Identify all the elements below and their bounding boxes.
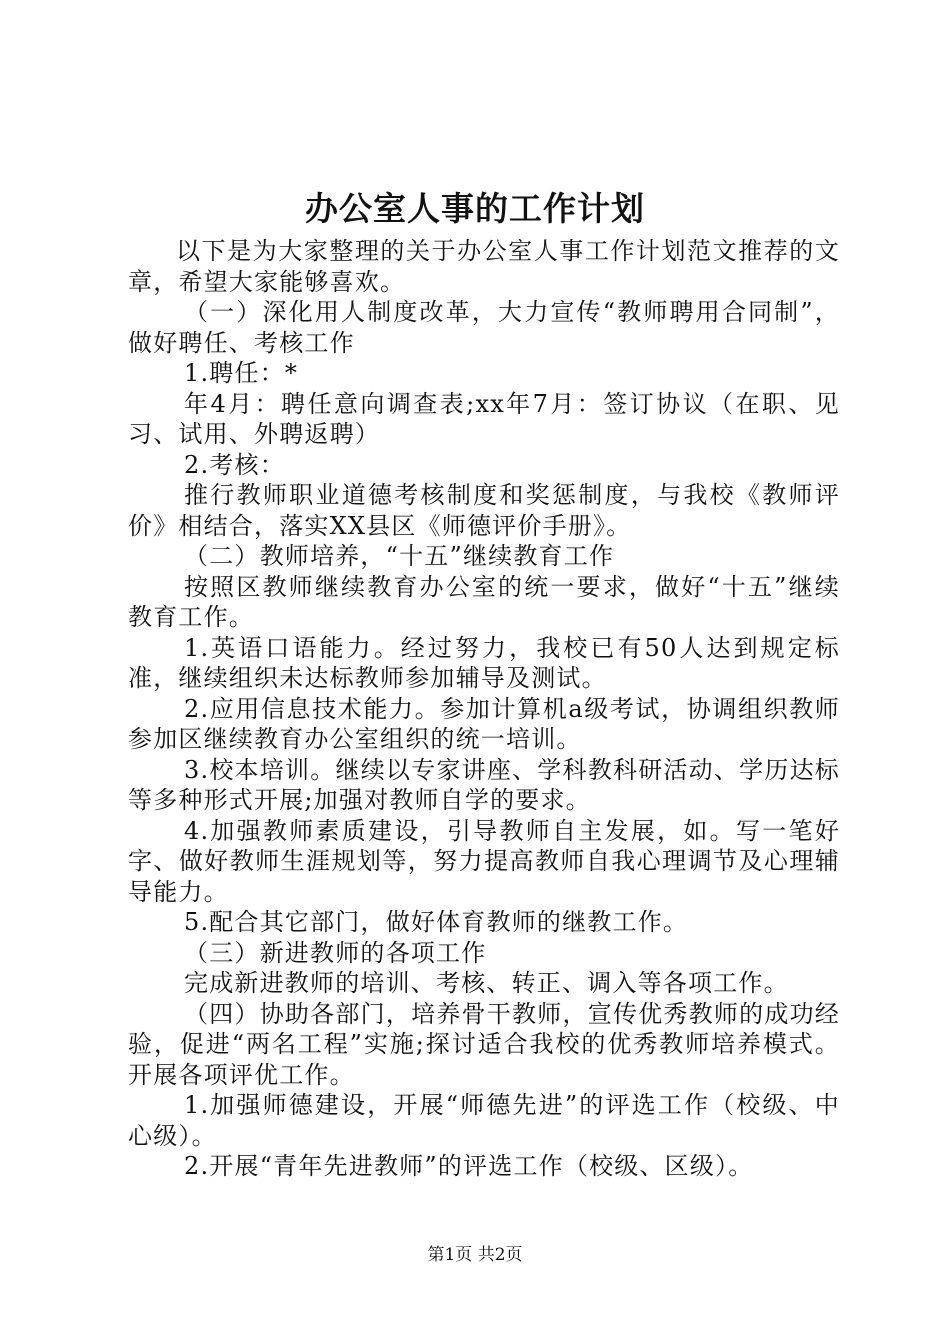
list-item: 2.开展“青年先进教师”的评选工作（校级、区级）。 [184,1152,754,1180]
section-heading-3: （三）新进教师的各项工作 [184,938,487,967]
paragraph: 推行教师职业道德考核制度和奖惩制度，与我校《教师评价》相结合，落实XX县区《师德评价手册》。 [128,481,840,540]
list-item: 1.聘任：* [184,359,299,387]
section-heading-2: （二）教师培养，“十五”继续教育工作 [184,542,615,570]
list-item: 4.加强教师素质建设，引导教师自主发展，如。写一笔好字、做好教师生涯规划等，努力提高教师自我心理调节及心理辅导能力。 [128,816,840,906]
document-title: 办公室人事的工作计划 [305,189,645,228]
paragraph: 年4月：聘任意向调查表;xx年7月：签订协议（在职、见习、试用、外聘返聘） [128,389,840,448]
document-body [128,236,840,1182]
paragraph: 按照区教师继续教育办公室的统一要求，做好“十五”继续教育工作。 [128,572,840,631]
section-heading-1: （一）深化用人制度改革，大力宣传“教师聘用合同制”，做好聘任、考核工作 [128,298,840,357]
list-item: 3.校本培训。继续以专家讲座、学科教科研活动、学历达标等多种形式开展;加强对教师自学的要求。 [128,755,840,814]
list-item: 1.英语口语能力。经过努力，我校已有50人达到规定标准，继续组织未达标教师参加辅导及测试。 [128,633,840,692]
page-footer: 第1页 共2页 [427,1245,523,1265]
list-item: 5.配合其它部门，做好体育教师的继教工作。 [184,908,689,936]
list-item: 1.加强师德建设，开展“师德先进”的评选工作（校级、中心级）。 [128,1091,840,1150]
paragraph-intro: 以下是为大家整理的关于办公室人事工作计划范文推荐的文章，希望大家能够喜欢。 [128,237,840,296]
list-item: 2.应用信息技术能力。参加计算机a级考试，协调组织教师参加区继续教育办公室组织的统一培训。 [128,694,840,753]
section-heading-4: （四）协助各部门，培养骨干教师，宣传优秀教师的成功经验，促进“两名工程”实施;探讨适合我校的优秀教师培养模式。开展各项评优工作。 [128,999,840,1089]
list-item: 2.考核： [184,450,285,479]
paragraph: 完成新进教师的培训、考核、转正、调入等各项工作。 [184,969,789,997]
